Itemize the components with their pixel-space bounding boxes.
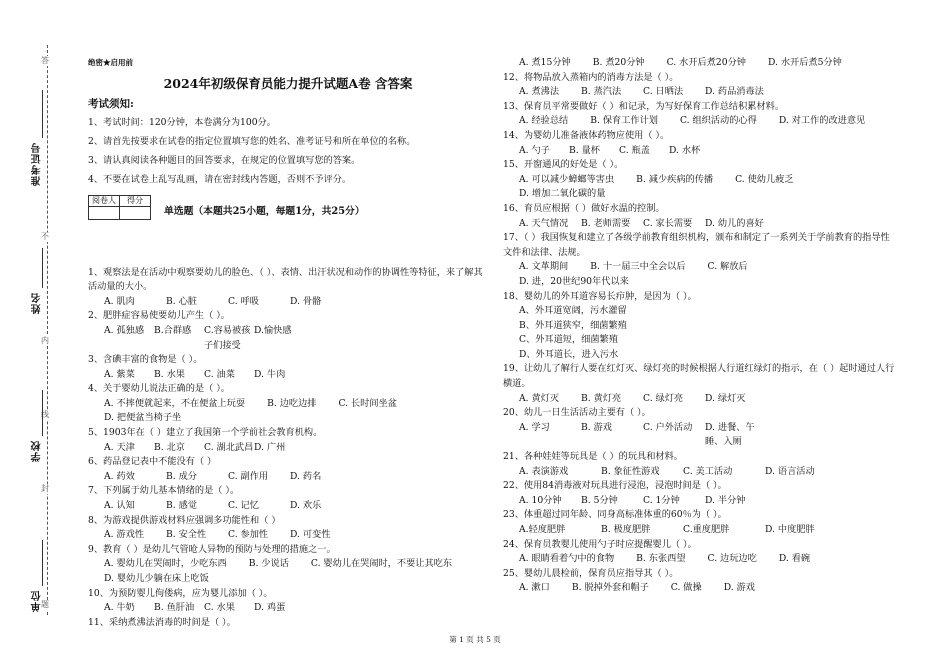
notice-title: 考试须知: bbox=[88, 98, 134, 111]
question-text: 7、下列属于幼儿基本情绪的是（ ）。 bbox=[88, 485, 240, 497]
question-item bbox=[88, 353, 488, 382]
answer-option[interactable]: A. 黄灯灭 bbox=[519, 392, 560, 404]
answer-option[interactable]: C. 水果 bbox=[204, 602, 235, 614]
seal-word: 封 bbox=[41, 484, 49, 493]
question-text: 16、育员应根据（ ）做好水温的控制。 bbox=[503, 202, 665, 214]
answer-option[interactable]: B. 象征性游戏 bbox=[601, 465, 660, 477]
question-text: 19、让幼儿了解行人要在红灯灭、绿灯亮的时候根据人行道红绿灯的指示，在（ ）起时通过人行横道。 bbox=[503, 363, 895, 390]
question-text: 5、1903年在（ ）建立了我国第一个学前社会教育机构。 bbox=[88, 427, 323, 439]
answer-option[interactable]: C、外耳道短，细菌繁殖 bbox=[519, 334, 618, 346]
answer-option[interactable]: B. 减少疾病的传播 bbox=[636, 173, 714, 185]
answer-option[interactable]: D. 水开后煮5分钟 bbox=[767, 57, 842, 68]
answer-option[interactable]: D、外耳道长，进入污水 bbox=[519, 348, 619, 360]
answer-option[interactable]: D. 看碗 bbox=[778, 553, 811, 565]
answer-option[interactable]: D. 把便盆当椅子坐 bbox=[104, 412, 182, 424]
question-text: 23、体重超过同年龄、同身高标准体重的60％为（ ）。 bbox=[503, 509, 727, 521]
answer-option[interactable]: C. 日晒法 bbox=[643, 86, 684, 98]
answer-option[interactable]: C. 使幼儿疲乏 bbox=[735, 173, 794, 185]
seal-word: 题 bbox=[41, 600, 49, 609]
answer-option[interactable]: A. 肌肉 bbox=[104, 295, 135, 307]
score-cell[interactable] bbox=[120, 206, 151, 219]
question-list-right bbox=[503, 56, 898, 596]
answer-option[interactable]: D. 进餐、午睡、入厕 bbox=[705, 421, 755, 448]
answer-option[interactable]: B. 东张西望 bbox=[636, 553, 686, 565]
question-item bbox=[88, 382, 488, 426]
right-column bbox=[503, 56, 898, 596]
score-table bbox=[88, 195, 151, 220]
answer-option[interactable]: B. 心脏 bbox=[166, 295, 197, 307]
seal-word: 不 bbox=[41, 232, 49, 241]
name-line[interactable] bbox=[42, 248, 43, 288]
question-text: 24、保育员教婴儿使用勺子时应提醒婴儿（ ）。 bbox=[503, 538, 697, 550]
answer-option[interactable]: D. 游戏 bbox=[723, 582, 755, 594]
question-text: 11、采纳煮沸法消毒的时间是（ ）。 bbox=[88, 616, 236, 628]
answer-option[interactable]: C. 家长需要 bbox=[643, 217, 693, 229]
answer-option[interactable]: D. 绿灯灭 bbox=[705, 392, 746, 404]
left-column bbox=[88, 56, 488, 630]
answer-option[interactable]: B. 边吃边排 bbox=[267, 397, 317, 409]
answer-option[interactable]: C. 1分钟 bbox=[643, 494, 680, 506]
answer-option[interactable]: B. 安全性 bbox=[166, 529, 207, 541]
question-item bbox=[503, 290, 898, 363]
answer-option[interactable]: D. 可变性 bbox=[290, 529, 331, 541]
admission-number-label: 准考证号 bbox=[32, 142, 43, 186]
answer-option[interactable]: B. 保育工作计划 bbox=[590, 115, 658, 127]
question-text: 15、开窗通风的好处是（ ）。 bbox=[503, 159, 624, 171]
notice-item: 3、请认真阅读各种题目的回答要求，在规定的位置填写您的答案。 bbox=[88, 155, 361, 167]
question-text: 9、教育（ ）是幼儿气管呛人异物的预防与处理的措施之一。 bbox=[88, 543, 336, 555]
answer-option[interactable]: D. 增加二氧化碳的量 bbox=[519, 188, 606, 200]
answer-option[interactable]: B. 量杯 bbox=[569, 144, 600, 156]
reviewer-cell[interactable] bbox=[89, 206, 120, 219]
answer-option[interactable]: B.合群感 bbox=[154, 324, 192, 336]
answer-option[interactable]: D. 药名 bbox=[290, 470, 322, 482]
answer-option[interactable]: A. 婴幼儿在哭闹时，少吃东西 bbox=[104, 558, 227, 570]
answer-option[interactable]: A. 可以减少蟑螂等害虫 bbox=[519, 173, 615, 185]
answer-option[interactable]: B. 感觉 bbox=[166, 500, 197, 512]
page-number: 第 1 页 共 5 页 bbox=[449, 635, 501, 644]
question-item bbox=[503, 71, 898, 100]
question-text: 25、婴幼儿晨检前，保育员应指导其（ ）。 bbox=[503, 567, 679, 579]
question-item bbox=[503, 129, 898, 158]
notice-item: 1、考试时间：120分钟，本卷满分为100分。 bbox=[88, 116, 276, 128]
question-item bbox=[503, 100, 898, 129]
answer-option[interactable]: A. 经验总结 bbox=[519, 115, 569, 127]
answer-option[interactable]: D. 幼儿的喜好 bbox=[705, 217, 764, 229]
question-text: 10、为预防婴儿佝偻病，应为婴儿添加（ ）。 bbox=[88, 587, 273, 599]
question-item bbox=[503, 538, 898, 567]
answer-option[interactable]: D. 广州 bbox=[254, 441, 286, 453]
answer-option[interactable]: A. 药效 bbox=[104, 470, 135, 482]
answer-option[interactable]: A. 眼睛看着勺中的食物 bbox=[519, 553, 615, 565]
answer-option[interactable]: B、外耳道狭窄，细菌繁殖 bbox=[519, 319, 627, 331]
answer-option[interactable]: C.重度肥胖 bbox=[683, 524, 730, 535]
answer-option[interactable]: A. 煮15分钟 bbox=[519, 57, 571, 68]
seal-word: 内 bbox=[41, 336, 49, 345]
answer-option[interactable]: C. 水开后煮20分钟 bbox=[666, 57, 746, 68]
answer-option[interactable]: A、外耳道宽阔，污水灌留 bbox=[519, 305, 627, 317]
answer-option[interactable]: D. 欢乐 bbox=[290, 500, 322, 512]
answer-option[interactable]: A. 表演游戏 bbox=[519, 465, 569, 477]
school-line[interactable] bbox=[42, 390, 43, 436]
answer-option[interactable]: D.愉快感 bbox=[254, 324, 292, 336]
question-item bbox=[88, 266, 488, 310]
score-row bbox=[88, 193, 488, 237]
question-item bbox=[503, 231, 898, 289]
section-heading: 单选题（本题共25小题，每题1分，共25分） bbox=[164, 205, 365, 217]
answer-option[interactable]: C.容易被孩子们接受 bbox=[204, 324, 251, 351]
question-item bbox=[88, 543, 488, 587]
question-text: 2、肥胖症容易使要幼儿产生（ ）。 bbox=[88, 310, 230, 322]
answer-option[interactable]: A. 10分钟 bbox=[519, 494, 562, 506]
answer-option[interactable]: C. 美工活动 bbox=[683, 465, 733, 477]
answer-option[interactable]: A. 文革期间 bbox=[519, 261, 569, 273]
question-text: 1、观察法是在活动中观察要幼儿的脸色、（ ）、表情、出汗状况和动作的协调性等特征，来了解其活动量的大小。 bbox=[88, 266, 483, 293]
question-item bbox=[503, 567, 898, 596]
question-item bbox=[503, 202, 898, 231]
seal-word: 答 bbox=[41, 56, 49, 65]
answer-option[interactable]: C. 绿灯亮 bbox=[643, 392, 684, 404]
unit-line[interactable] bbox=[42, 540, 43, 586]
answer-option[interactable]: B. 5分钟 bbox=[581, 494, 618, 506]
answer-option[interactable]: C. 湖北武昌 bbox=[204, 441, 254, 453]
question-text: 18、婴幼儿的外耳道容易长疖肿，是因为（ ）。 bbox=[503, 290, 697, 302]
answer-option[interactable]: C. 婴幼儿在哭闹时，不要让其吃东 bbox=[310, 558, 453, 570]
answer-option[interactable]: D. 骨骼 bbox=[290, 295, 322, 307]
answer-option[interactable]: C. 边玩边吃 bbox=[707, 553, 757, 565]
answer-option[interactable]: C. 组织活动的心得 bbox=[679, 115, 757, 127]
question-item bbox=[503, 450, 898, 479]
question-item bbox=[88, 616, 488, 631]
seal-dashed-line bbox=[47, 45, 48, 615]
answer-option[interactable]: D. 药品消毒法 bbox=[705, 86, 764, 98]
question-text: 6、药品登记表中不能没有（ ） bbox=[88, 456, 217, 468]
question-text: 14、为婴幼儿准备液体药物应使用（ ）。 bbox=[503, 129, 670, 141]
question-item bbox=[503, 158, 898, 202]
answer-option[interactable]: C. 呼吸 bbox=[228, 295, 259, 307]
answer-option[interactable]: D. 语言活动 bbox=[765, 465, 815, 477]
question-text: 17、（ ）我国恢复和建立了各级学前教育组织机构，颁布和制定了一系列关于学前教育的指导性文件和法律、法规。 bbox=[503, 232, 890, 258]
question-text: 12、将物品放入蒸箱内的消毒方法是（ ）。 bbox=[503, 71, 679, 83]
answer-option[interactable]: B. 成分 bbox=[166, 470, 197, 482]
answer-option[interactable]: C. 副作用 bbox=[228, 470, 269, 482]
notice-item: 2、请首先按要求在试卷的指定位置填写您的姓名、准考证号和所在单位的名称。 bbox=[88, 135, 416, 147]
question-item bbox=[88, 426, 488, 455]
notice-item: 4、不要在试卷上乱写乱画，请在密封线内答题，否则不予评分。 bbox=[88, 174, 352, 186]
answer-option[interactable]: C. 记忆 bbox=[228, 500, 259, 512]
binding-margin bbox=[0, 0, 78, 671]
question-text: 13、保育员平常要做好（ ）和记录，为写好保育工作总结积累材料。 bbox=[503, 100, 785, 112]
question-item bbox=[503, 406, 898, 450]
answer-option[interactable]: A. 游戏性 bbox=[104, 529, 145, 541]
answer-option[interactable]: B. 黄灯亮 bbox=[581, 392, 622, 404]
answer-option[interactable]: C. 参加性 bbox=[228, 529, 269, 541]
question-item bbox=[88, 514, 488, 543]
unit-label: 单位 bbox=[32, 590, 43, 612]
exam-title: 2024年初级保育员能力提升试题A卷 含答案 bbox=[163, 75, 413, 91]
answer-option[interactable]: A.轻度肥胖 bbox=[519, 524, 566, 535]
answer-option[interactable]: C. 油菜 bbox=[204, 368, 235, 380]
question-item bbox=[503, 362, 898, 406]
spacer bbox=[88, 237, 488, 266]
name-label: 姓名 bbox=[32, 292, 43, 314]
answer-option[interactable]: A. 牛奶 bbox=[104, 602, 135, 614]
question-text: 4、关于婴幼儿说法正确的是（ ）。 bbox=[88, 383, 230, 395]
answer-option[interactable]: C. 长时间坐盆 bbox=[338, 397, 397, 409]
question-item bbox=[88, 455, 488, 484]
answer-option[interactable]: D. 中度肥胖 bbox=[765, 524, 815, 535]
question-item bbox=[88, 484, 488, 513]
school-label: 学校 bbox=[32, 440, 43, 462]
answer-option[interactable]: D. 婴幼儿少躺在床上吃饭 bbox=[104, 573, 209, 584]
answer-option[interactable]: B. 水果 bbox=[154, 368, 185, 380]
answer-option[interactable]: C. 做操 bbox=[670, 582, 702, 594]
answer-option[interactable]: D. 对工作的改进意见 bbox=[778, 115, 866, 127]
answer-option[interactable]: B. 游戏 bbox=[581, 421, 612, 433]
answer-option[interactable]: C. 解放后 bbox=[707, 261, 748, 273]
answer-option[interactable]: A. 不摔便就起来，不在便盆上玩耍 bbox=[104, 397, 246, 409]
question-item bbox=[88, 587, 488, 616]
question-item bbox=[503, 508, 898, 537]
question-text: 22、使用84消毒液对玩具进行浸泡，浸泡时间是（ ）。 bbox=[503, 480, 727, 492]
answer-option[interactable]: A. 煮沸法 bbox=[519, 86, 560, 98]
reviewer-header: 阅卷人 bbox=[89, 195, 120, 206]
answer-option[interactable]: B. 老师需要 bbox=[581, 217, 631, 229]
question-text: 3、含碘丰富的食物是（ ）。 bbox=[88, 354, 203, 366]
answer-option[interactable]: A. 天津 bbox=[104, 441, 135, 453]
score-header: 得分 bbox=[120, 195, 151, 206]
answer-option[interactable]: C. 户外活动 bbox=[643, 421, 693, 433]
admission-number-line[interactable] bbox=[42, 90, 43, 138]
answer-option[interactable]: D. 进，20世纪90年代以来 bbox=[519, 275, 629, 287]
answer-option[interactable]: B. 少说话 bbox=[248, 558, 289, 570]
answer-option[interactable]: A. 孤独感 bbox=[104, 324, 145, 336]
answer-option[interactable]: C. 瓶盖 bbox=[619, 144, 650, 156]
answer-option[interactable]: B. 鱼肝油 bbox=[154, 602, 195, 614]
answer-option[interactable]: A. 勺子 bbox=[519, 144, 550, 156]
question-text: 21、各种娃娃等玩具是（ ）的玩具和材料。 bbox=[503, 451, 683, 463]
answer-option[interactable]: B. 蒸汽法 bbox=[581, 86, 622, 98]
answer-option[interactable]: A. 漱口 bbox=[519, 582, 550, 594]
answer-option[interactable]: B. 北京 bbox=[154, 441, 185, 453]
answer-option[interactable]: B. 煮20分钟 bbox=[592, 57, 645, 68]
answer-option[interactable]: A. 认知 bbox=[104, 500, 135, 512]
answer-option[interactable]: B. 极度肥胖 bbox=[601, 524, 651, 535]
answer-option[interactable]: D. 牛肉 bbox=[254, 368, 286, 380]
answer-option[interactable]: A. 紫菜 bbox=[104, 368, 135, 380]
answer-option[interactable]: B. 十一届三中全会以后 bbox=[590, 261, 686, 273]
answer-option[interactable]: D. 鸡蛋 bbox=[254, 602, 286, 614]
seal-word: 线 bbox=[41, 410, 49, 419]
question-item bbox=[88, 309, 488, 353]
question-item bbox=[503, 56, 898, 71]
answer-option[interactable]: A. 天气情况 bbox=[519, 217, 569, 229]
question-item bbox=[503, 479, 898, 508]
answer-option[interactable]: A. 学习 bbox=[519, 421, 550, 433]
secret-mark: 绝密★启用前 bbox=[88, 58, 133, 67]
answer-option[interactable]: D. 水杯 bbox=[669, 144, 701, 156]
answer-option[interactable]: B. 脱掉外套和帽子 bbox=[571, 582, 649, 594]
answer-option[interactable]: D. 半分钟 bbox=[705, 494, 746, 506]
question-text: 20、幼儿一日生活活动主要有（ ）。 bbox=[503, 407, 651, 419]
question-list-left bbox=[88, 266, 488, 631]
question-text: 8、为游戏提供游戏材料应强调多功能性和（ ） bbox=[88, 514, 281, 526]
